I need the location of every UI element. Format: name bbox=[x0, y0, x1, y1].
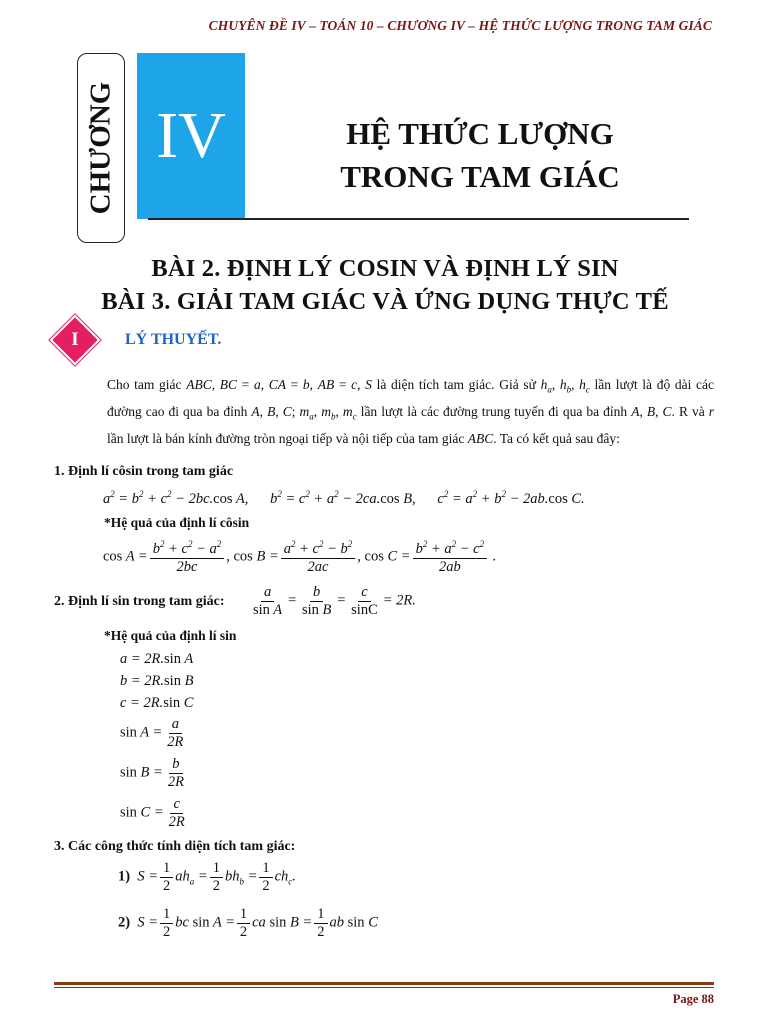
intro-paragraph: Cho tam giác ABC, BC = a, CA = b, AB = c, S là diện tích tam giác. Giả sử $h_a$, $h_b$, $h_c$ lần lượt là độ dài các đường cao đi qua ba đỉnh A, B, C; $m_a$, $m_b$, $m_c$ lần lượt là các đường trung tuyến đi qua ba đỉnh A, B, C. R và r lần lượt là bán kính đường tròn ngoại tiếp và nội tiếp của tam giác ABC. Ta có kết quả sau đây: bbox=[107, 377, 715, 447]
sine-corollary-sinA: sin A = $\frac{a}{2R}$ bbox=[120, 716, 184, 750]
sine-corollary-sinB: sin B = $\frac{b}{2R}$ bbox=[120, 756, 184, 790]
section-number: I bbox=[71, 329, 79, 350]
chapter-label-box bbox=[77, 53, 125, 243]
chapter-title-line1: HỆ THỨC LƯỢNG bbox=[346, 116, 614, 151]
title-rule bbox=[148, 218, 689, 220]
cosine-corollary-formulas: cos A = $\frac{b^2 + c^2 - a^2}{2bc}$ , cos B = $\frac{a^2 + c^2 - b^2}{2ac}$ , cos C = $\frac{b^2 + a^2 - c^2}{2ab}$ . bbox=[103, 539, 497, 575]
sine-corollary-c: c = 2R.sin C bbox=[120, 695, 194, 711]
sine-law-formula: $\frac{a}{\text{sin A}}$ = $\frac{b}{\text{sin B}}$ = $\frac{c}{\sin C}$ = 2R. bbox=[253, 584, 416, 618]
area-formula-1: 1) S = $\frac{1}{2}$ $ah_a$ = $\frac{1}{2}$ $bh_b$ = $\frac{1}{2}$ $ch_c$. bbox=[118, 860, 296, 894]
section-title: LÝ THUYẾT. bbox=[125, 331, 222, 348]
area-formula-2: 2) S = $\frac{1}{2}$ bc sin A = $\frac{1}{2}$ ca sin B = $\frac{1}{2}$ ab sin C bbox=[118, 906, 378, 940]
chapter-title bbox=[270, 112, 690, 198]
cosine-law-formulas: $a^2 = b^2 + c^2 - 2bc.\cos$ A, $b^2 = c^2 + a^2 - 2ca.\cos$ B, $c^2 = a^2 + b^2 - 2ab.\cos$ C. bbox=[103, 489, 585, 507]
sine-corollary-heading: *Hệ quả của định lí sin bbox=[104, 628, 237, 643]
page-number: Page 88 bbox=[672, 992, 714, 1006]
footer-rule bbox=[54, 982, 714, 985]
lesson-title-1: BÀI 2. ĐỊNH LÝ COSIN VÀ ĐỊNH LÝ SIN bbox=[151, 255, 619, 282]
chapter-title-line2: TRONG TAM GIÁC bbox=[340, 159, 620, 194]
footer-rule-thin bbox=[54, 987, 714, 988]
chapter-label: CHƯƠNG bbox=[84, 81, 117, 215]
area-heading: 3. Các công thức tính diện tích tam giác: bbox=[54, 839, 296, 854]
lesson-title-2: BÀI 3. GIẢI TAM GIÁC VÀ ỨNG DỤNG THỰC TẾ bbox=[101, 288, 669, 315]
running-header: CHUYÊN ĐỀ IV – TOÁN 10 – CHƯƠNG IV – HỆ THỨC LƯỢNG TRONG TAM GIÁC bbox=[208, 18, 712, 33]
chapter-number: IV bbox=[137, 53, 245, 219]
sine-corollary-b: b = 2R.sin B bbox=[120, 673, 194, 689]
sine-corollary-sinC: sin C = $\frac{c}{2R}$ bbox=[120, 796, 185, 830]
cosine-law-heading: 1. Định lí côsin trong tam giác bbox=[54, 464, 234, 479]
sine-corollary-a: a = 2R.sin A bbox=[120, 651, 194, 667]
sine-law-heading: 2. Định lí sin trong tam giác: bbox=[54, 594, 225, 609]
cosine-corollary-heading: *Hệ quả của định lí côsin bbox=[104, 515, 250, 530]
